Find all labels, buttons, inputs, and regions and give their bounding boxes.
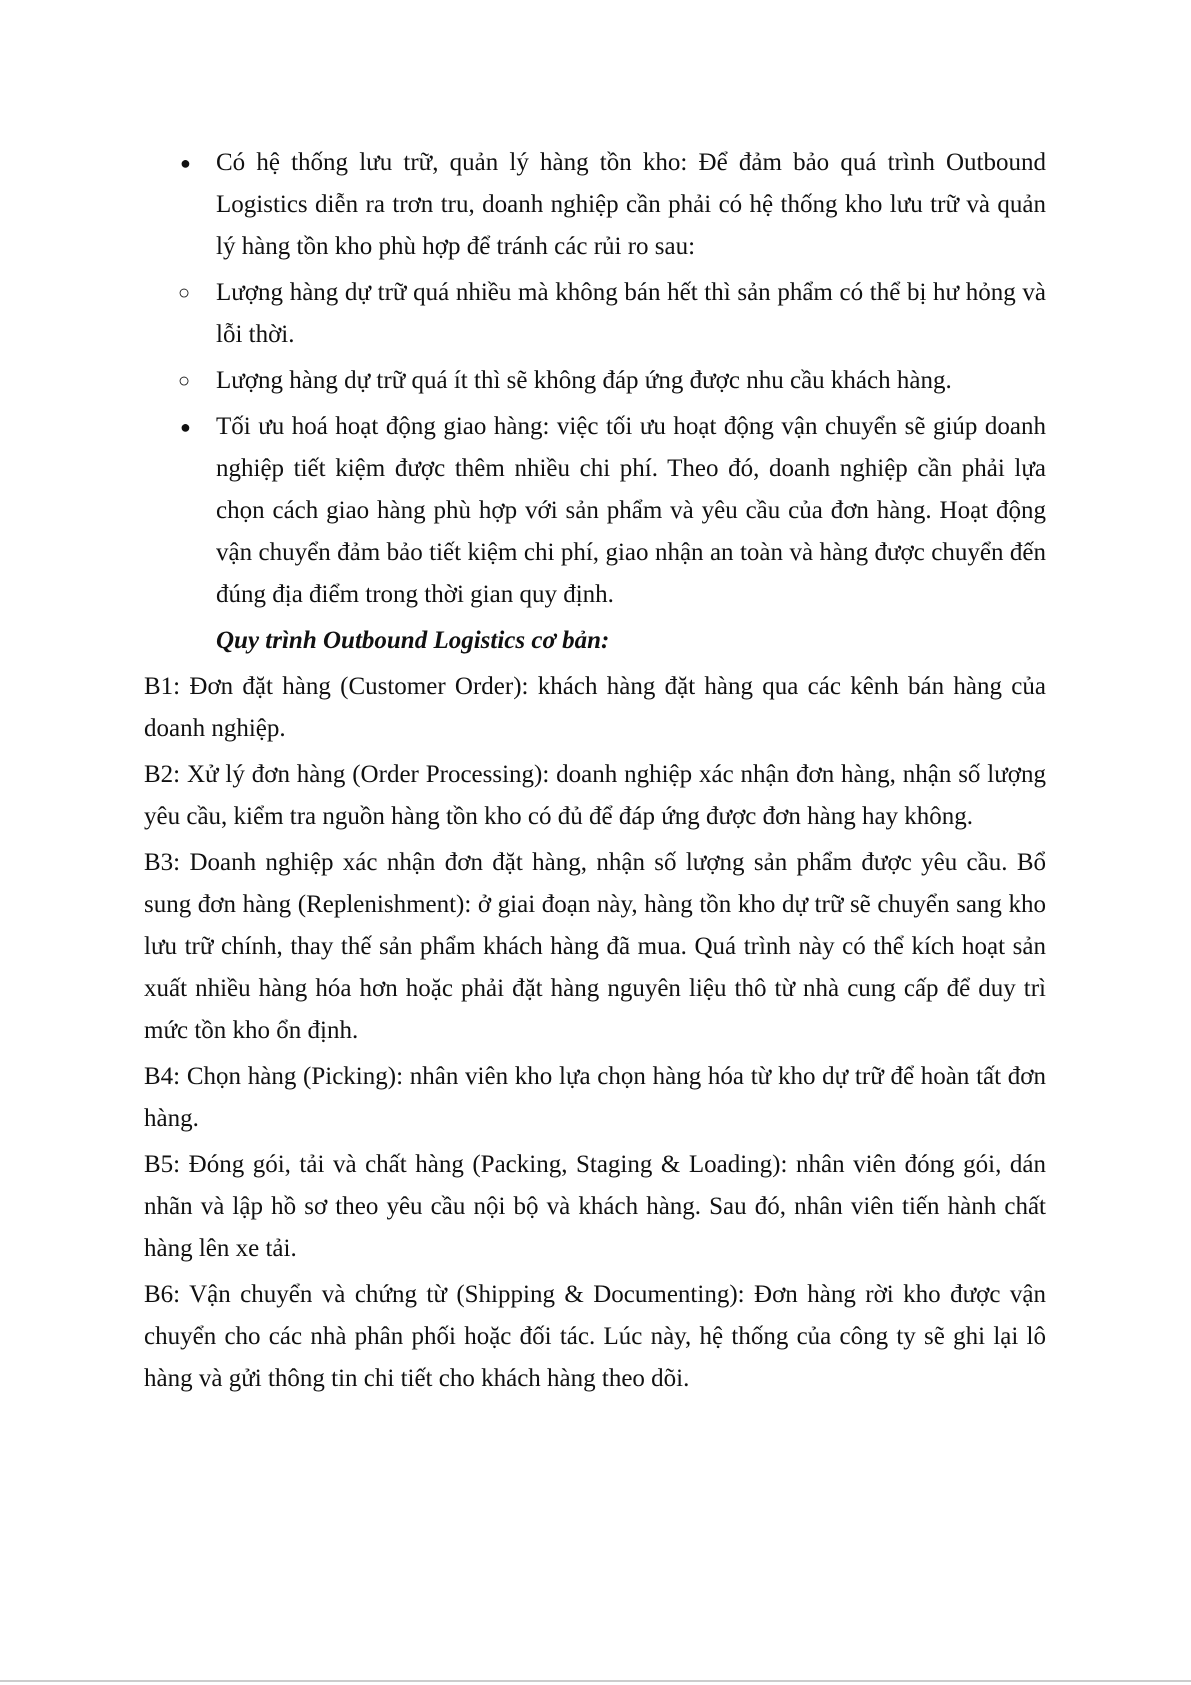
- step-b3: B3: Doanh nghiệp xác nhận đơn đặt hàng, nhận số lượng sản phẩm được yêu cầu. Bổ sung đơn hàng (Replenishment): ở giai đoạn này, hàng tồn kho dự trữ sẽ chuyển sang kho lưu trữ chính, thay thế sản phẩm khách hàng đã mua. Quá trình này có thể kích hoạt sản xuất nhiều hàng hóa hơn hoặc phải đặt hàng nguyên liệu thô từ nhà cung cấp để duy trì mức tồn kho ổn định.: [144, 849, 1046, 1044]
- sub-item-overstock: [144, 272, 1046, 356]
- bullet-text: Có hệ thống lưu trữ, quản lý hàng tồn kho: Để đảm bảo quá trình Outbound Logistics diễn ra trơn tru, doanh nghiệp cần phải có hệ thống kho lưu trữ và quản lý hàng tồn kho phù hợp để tránh các rủi ro sau:: [216, 149, 1046, 260]
- step-b6: B6: Vận chuyển và chứng từ (Shipping & Documenting): Đơn hàng rời kho được vận chuyển cho các nhà phân phối hoặc đối tác. Lúc này, hệ thống của công ty sẽ ghi lại lô hàng và gửi thông tin chi tiết cho khách hàng theo dõi.: [144, 1281, 1046, 1392]
- bullet-delivery-optimization: [144, 406, 1046, 616]
- bullet-marker: ●: [180, 153, 191, 173]
- page-bottom-edge: [0, 1680, 1191, 1682]
- bullet-marker: ●: [180, 417, 191, 437]
- page-content: [144, 142, 1046, 1404]
- process-heading: Quy trình Outbound Logistics cơ bản:: [216, 627, 610, 654]
- sub-item-understock: [144, 360, 1046, 402]
- step-b1: B1: Đơn đặt hàng (Customer Order): khách hàng đặt hàng qua các kênh bán hàng của doanh nghiệp.: [144, 673, 1046, 742]
- step-b5: B5: Đóng gói, tải và chất hàng (Packing, Staging & Loading): nhân viên đóng gói, dán nhãn và lập hồ sơ theo yêu cầu nội bộ và khách hàng. Sau đó, nhân viên tiến hành chất hàng lên xe tải.: [144, 1151, 1046, 1262]
- sub-item-text: Lượng hàng dự trữ quá ít thì sẽ không đáp ứng được nhu cầu khách hàng.: [216, 367, 952, 394]
- risk-sub-list: [144, 272, 1046, 402]
- step-b2: B2: Xử lý đơn hàng (Order Processing): doanh nghiệp xác nhận đơn hàng, nhận số lượng yêu cầu, kiểm tra nguồn hàng tồn kho có đủ để đáp ứng được đơn hàng hay không.: [144, 761, 1046, 830]
- step-b4: B4: Chọn hàng (Picking): nhân viên kho lựa chọn hàng hóa từ kho dự trữ để hoàn tất đơn hàng.: [144, 1063, 1046, 1132]
- bullet-inventory-system: [144, 142, 1046, 268]
- bullet-text: Tối ưu hoá hoạt động giao hàng: việc tối ưu hoạt động vận chuyển sẽ giúp doanh nghiệp tiết kiệm được thêm nhiều chi phí. Theo đó, doanh nghiệp cần phải lựa chọn cách giao hàng phù hợp với sản phẩm và yêu cầu của đơn hàng. Hoạt động vận chuyển đảm bảo tiết kiệm chi phí, giao nhận an toàn và hàng được chuyển đến đúng địa điểm trong thời gian quy định.: [216, 413, 1046, 608]
- sub-item-text: Lượng hàng dự trữ quá nhiều mà không bán hết thì sản phẩm có thể bị hư hỏng và lỗi thời.: [216, 279, 1046, 348]
- sub-bullet-marker: ○: [178, 370, 191, 392]
- sub-bullet-marker: ○: [178, 282, 191, 304]
